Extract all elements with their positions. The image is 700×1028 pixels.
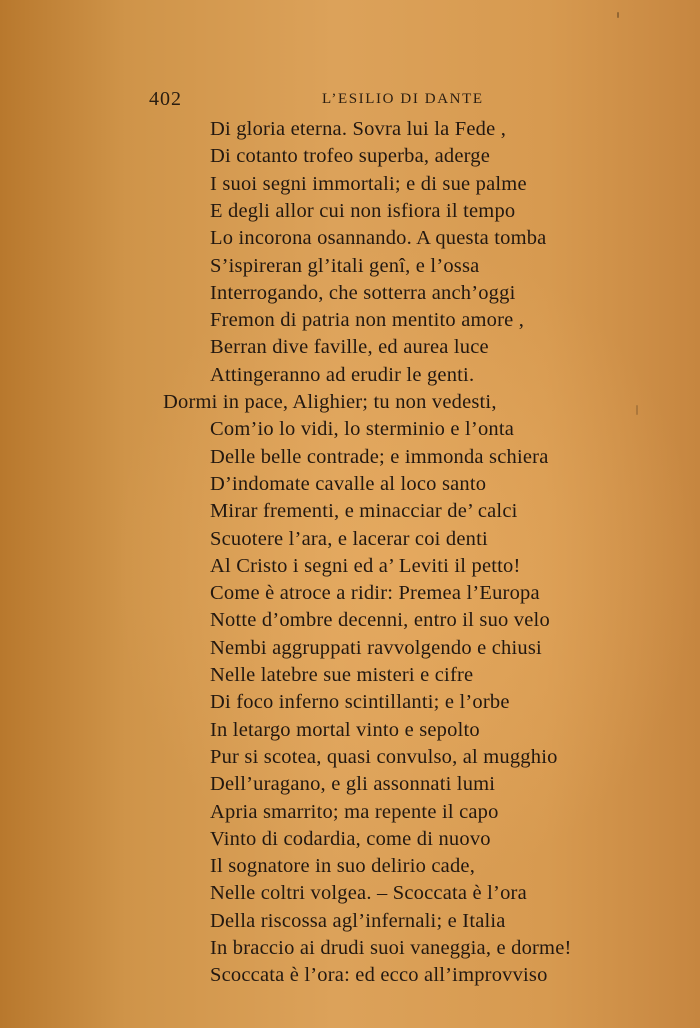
verse-line: Come è atroce a ridir: Premea l’Europa [210,582,540,605]
verse-line: S’ispireran gl’itali genî, e l’ossa [210,254,480,277]
verse-line: Lo incorona osannando. A questa tomba [210,227,547,250]
verse-line: Nelle latebre sue misteri e cifre [210,664,474,686]
verse-line: D’indomate cavalle al loco santo [210,472,487,495]
verse-line: Di foco inferno scintillanti; e l’orbe [210,691,510,714]
verse-line: In braccio ai drudi suoi vaneggia, e dorme! [210,937,572,959]
verse-line: Della riscossa agl’infernali; e Italia [210,909,506,932]
verse-line: Nembi aggruppati ravvolgendo e chiusi [210,636,542,659]
verse-line: Interrogando, che sotterra anch’oggi [210,281,516,304]
verse-line: Com’io lo vidi, lo sterminio e l’onta [210,418,515,441]
verse-line: Dell’uragano, e gli assonnati lumi [210,773,496,796]
verse-line: Fremon di patria non mentito amore , [210,309,525,332]
verse-line: Mirar frementi, e minacciar de’ calci [210,500,518,523]
verse-line: Berran dive faville, ed aurea luce [210,336,489,359]
running-header [0,88,700,114]
verse-line: Attingeranno ad erudir le genti. [210,363,475,386]
verse-line: Nelle coltri volgea. – Scoccata è l’ora [210,882,527,905]
running-title: L’ESILIO DI DANTE [322,91,484,107]
paper-speck [617,12,619,18]
verse-line: I suoi segni immortali; e di sue palme [210,172,527,195]
verse-line: Pur si scotea, quasi convulso, al mugghio [210,745,558,768]
verse-line: Scoccata è l’ora: ed ecco all’improvviso [210,964,548,987]
verse-line: E degli allor cui non isfiora il tempo [210,199,516,222]
verse-line: Di gloria eterna. Sovra lui la Fede , [210,118,507,140]
verse-line: Dormi in pace, Alighier; tu non vedesti, [163,391,497,413]
verse-line: Delle belle contrade; e immonda schiera [210,445,549,468]
verse-line: Notte d’ombre decenni, entro il suo velo [210,609,550,632]
verse-line: Al Cristo i segni ed a’ Leviti il petto! [210,554,521,577]
verse-line: Scuotere l’ara, e lacerar coi denti [210,527,488,550]
verse-line: Vinto di codardia, come di nuovo [210,827,491,850]
verse-line: Di cotanto trofeo superba, aderge [210,145,491,168]
page-number: 402 [149,88,182,110]
paper-speck [636,405,638,415]
verse-line: Il sognatore in suo delirio cade, [210,855,476,878]
verse-line: Apria smarrito; ma repente il capo [210,800,499,823]
verse-line: In letargo mortal vinto e sepolto [210,718,480,741]
